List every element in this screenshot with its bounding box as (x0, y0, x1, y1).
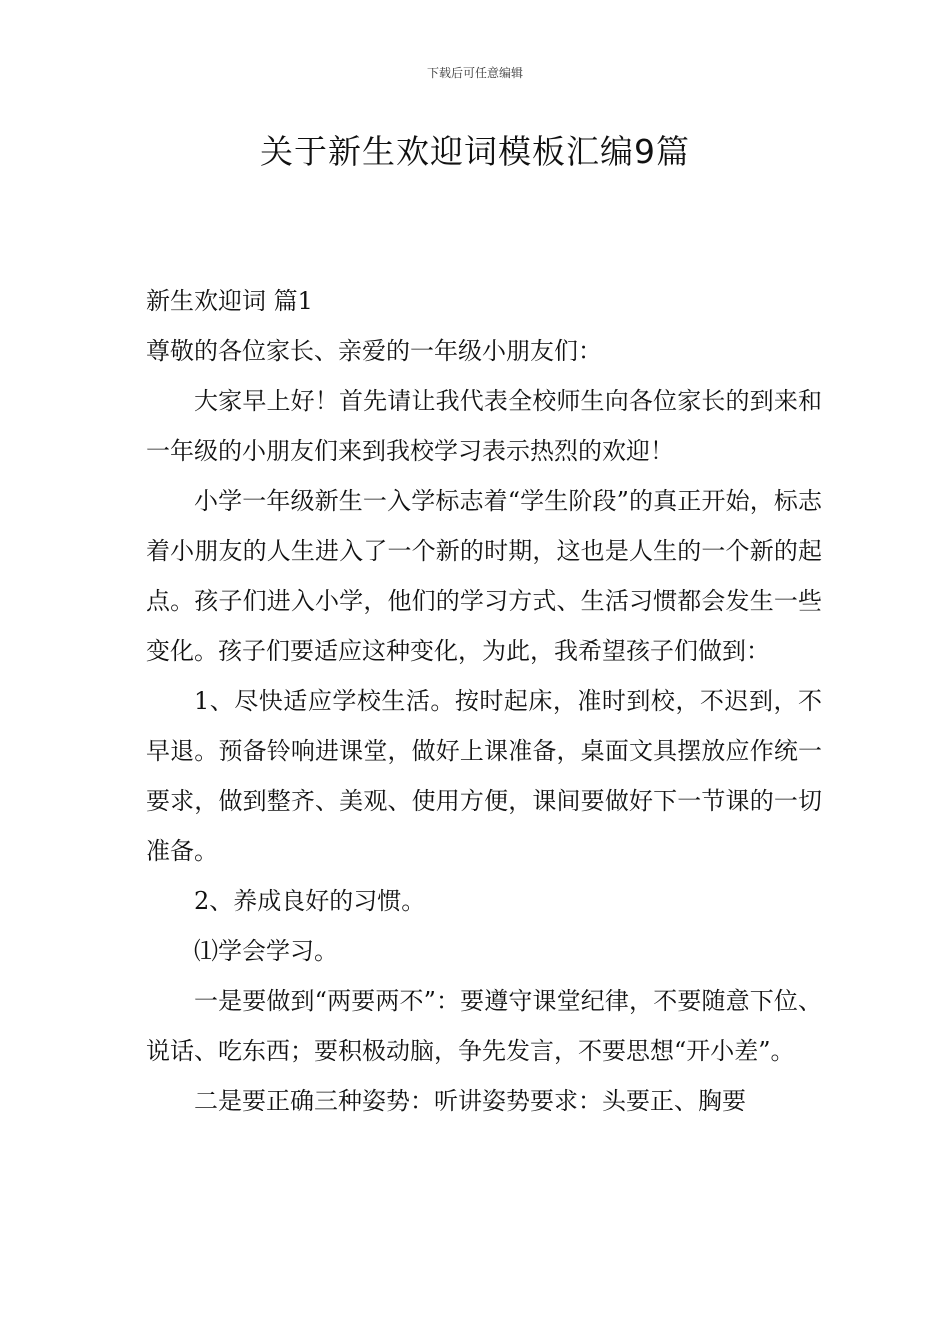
document-title: 关于新生欢迎词模板汇编9篇 (260, 132, 690, 171)
paragraph-good-habits: 2、养成良好的习惯。 (194, 887, 426, 915)
section-heading: 新生欢迎词 篇1 (146, 287, 313, 315)
paragraph-adapt-school-life: 1、尽快适应学校生活。按时起床，准时到校，不迟到，不早退。预备铃响进课堂，做好上课准备，桌面文具摆放应作统一要求，做到整齐、美观、使用方便，课间要做好下一节课的一切准备。 (146, 687, 822, 865)
paragraph-two-dos-two-donts: 一是要做到“两要两不”：要遵守课堂纪律，不要随意下位、说话、吃东西；要积极动脑，争先发言，不要思想“开小差”。 (146, 987, 822, 1065)
paragraph-welcome: 大家早上好！首先请让我代表全校师生向各位家长的到来和一年级的小朋友们来到我校学习表示热烈的欢迎！ (146, 387, 822, 465)
document-body (146, 276, 822, 1126)
header-note: 下载后可任意编辑 (426, 66, 523, 80)
paragraph-three-postures: 二是要正确三种姿势：听讲姿势要求：头要正、胸要 (194, 1087, 746, 1115)
paragraph-learn-to-study: ⑴学会学习。 (194, 937, 338, 965)
salutation: 尊敬的各位家长、亲爱的一年级小朋友们： (146, 337, 602, 365)
paragraph-new-stage: 小学一年级新生一入学标志着“学生阶段”的真正开始，标志着小朋友的人生进入了一个新的时期，这也是人生的一个新的起点。孩子们进入小学，他们的学习方式、生活习惯都会发生一些变化。孩子们要适应这种变化，为此，我希望孩子们做到： (146, 487, 822, 665)
